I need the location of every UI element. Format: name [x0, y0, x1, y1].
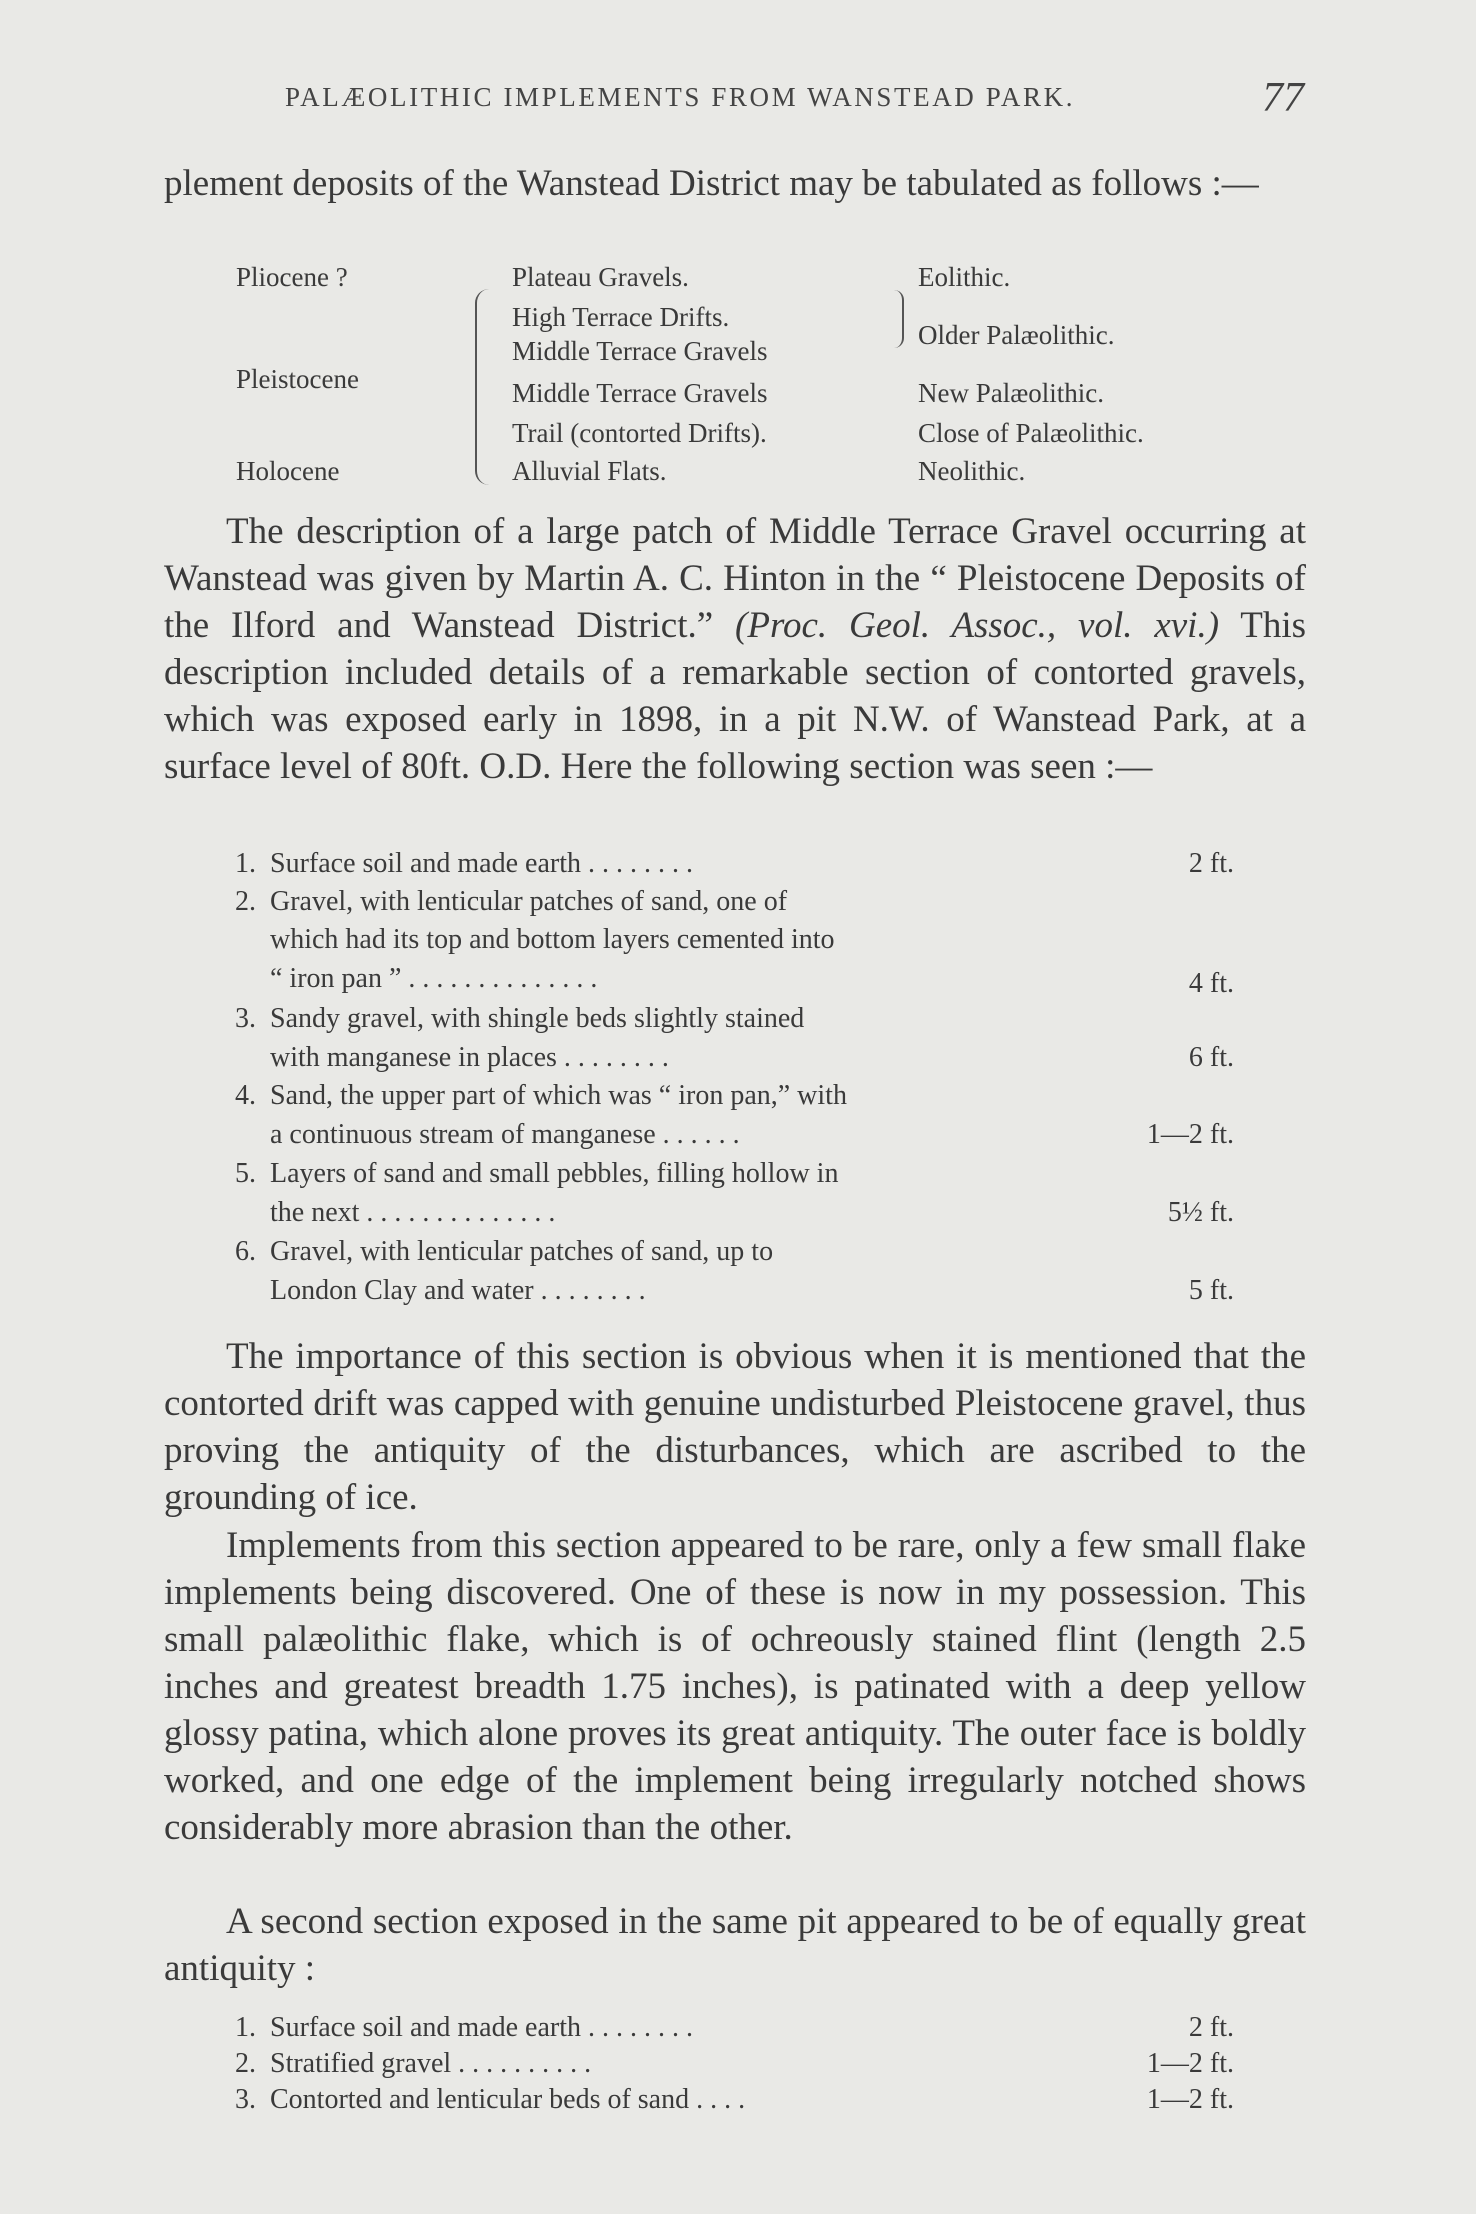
item-thickness: 5½ ft.	[1167, 1197, 1234, 1228]
item-number: 4.	[235, 1080, 256, 1111]
item-text: with manganese in places . . . . . . . .	[270, 1042, 669, 1073]
item-number: 5.	[235, 1158, 256, 1189]
deposit-alluvial: Alluvial Flats.	[512, 456, 667, 486]
period-pliocene: Pliocene ?	[236, 262, 348, 292]
item-thickness: 2 ft.	[1188, 848, 1234, 879]
period-holocene: Holocene	[236, 456, 340, 486]
item-text: the next . . . . . . . . . . . . . .	[270, 1197, 556, 1228]
item-number: 3.	[235, 1003, 256, 1034]
paragraph-hinton	[164, 508, 1306, 790]
item-text: Surface soil and made earth . . . . . . . .	[270, 2012, 693, 2043]
item-number: 1.	[235, 848, 256, 879]
item-number: 2.	[235, 2048, 256, 2079]
left-brace	[475, 289, 491, 485]
item-number: 1.	[235, 2012, 256, 2043]
paragraph-implements: Implements from this section appeared to be rare, only a few small flake implements being discovered. One of these is now in my possession. This small palæolithic flake, which is of ochreously stained flint (length 2.5 inches and greatest breadth 1.75 inches), is patinated with a deep yellow glossy patina, which alone proves its great antiquity. The outer face is boldly worked, and one edge of the implement being irregularly notched shows considerably more abrasion than the other.	[164, 1525, 1306, 1848]
item-text: a continuous stream of manganese . . . . . .	[270, 1119, 740, 1150]
intro-text: plement deposits of the Wanstead District may be tabulated as follows :—	[164, 163, 1259, 204]
item-number: 2.	[235, 886, 256, 917]
item-text: Surface soil and made earth . . . . . . . .	[270, 848, 693, 879]
item-text: “ iron pan ” . . . . . . . . . . . . . .	[270, 963, 598, 994]
period-pleistocene: Pleistocene	[236, 364, 359, 394]
item-thickness: 6 ft.	[1188, 1042, 1234, 1073]
item-thickness: 1—2 ft.	[1146, 1119, 1234, 1150]
item-thickness: 2 ft.	[1188, 2012, 1234, 2043]
deposit-high-terrace: High Terrace Drifts.	[512, 302, 730, 332]
item-thickness: 1—2 ft.	[1146, 2048, 1234, 2079]
deposit-trail: Trail (contorted Drifts).	[512, 418, 767, 448]
culture-eolithic: Eolithic.	[918, 262, 1011, 292]
item-text: Gravel, with lenticular patches of sand, one of	[270, 886, 788, 917]
culture-close-palaeolithic: Close of Palæolithic.	[918, 418, 1144, 448]
item-text: Sandy gravel, with shingle beds slightly stained	[270, 1003, 805, 1034]
item-text: which had its top and bottom layers cemented into	[270, 924, 835, 955]
deposit-middle-terrace-1: Middle Terrace Gravels	[512, 336, 768, 366]
item-text: Layers of sand and small pebbles, filling hollow in	[270, 1158, 839, 1189]
item-text: Gravel, with lenticular patches of sand, up to	[270, 1236, 774, 1267]
item-number: 3.	[235, 2084, 256, 2115]
item-text: London Clay and water . . . . . . . .	[270, 1275, 646, 1306]
deposit-middle-terrace-2: Middle Terrace Gravels	[512, 378, 768, 408]
culture-neolithic: Neolithic.	[918, 456, 1026, 486]
paragraph-importance: The importance of this section is obvious when it is mentioned that the contorted drift was capped with genuine undisturbed Pleistocene gravel, thus proving the antiquity of the disturbances, which are ascribed to the grounding of ice.	[164, 1336, 1306, 1518]
culture-new-palaeolithic: New Palæolithic.	[918, 378, 1104, 408]
paragraph-second-section: A second section exposed in the same pit appeared to be of equally great antiquity :	[164, 1901, 1306, 1989]
item-text: Contorted and lenticular beds of sand . . . .	[270, 2084, 746, 2115]
citation: (Proc. Geol. Assoc., vol. xvi.)	[735, 605, 1220, 646]
item-thickness: 4 ft.	[1188, 968, 1234, 999]
item-text: Sand, the upper part of which was “ iron pan,” with	[270, 1080, 847, 1111]
item-text: Stratified gravel . . . . . . . . . .	[270, 2048, 592, 2079]
running-head: PALÆOLITHIC IMPLEMENTS FROM WANSTEAD PARK.	[285, 82, 1076, 112]
right-brace	[892, 290, 904, 348]
item-thickness: 1—2 ft.	[1146, 2084, 1234, 2115]
culture-older-palaeolithic: Older Palæolithic.	[918, 320, 1115, 350]
page-number: 77	[1262, 75, 1304, 121]
item-thickness: 5 ft.	[1188, 1275, 1234, 1306]
paragraph-hinton-cont: This description included details of a remarkable section of contorted gravels, which was exposed early in 1898, in a pit N.W. of Wanstead Park, at a surface level of 80ft. O.D. Here the following section was seen :—	[164, 605, 1306, 787]
item-number: 6.	[235, 1236, 256, 1267]
deposit-plateau-gravels: Plateau Gravels.	[512, 262, 689, 292]
paragraph-hinton-text: The description of a large patch of Middle Terrace Gravel occurring at Wanstead was given by Martin A. C. Hinton in the “ Pleistocene Deposits of the Ilford and Wanstead District.”	[164, 511, 1306, 646]
